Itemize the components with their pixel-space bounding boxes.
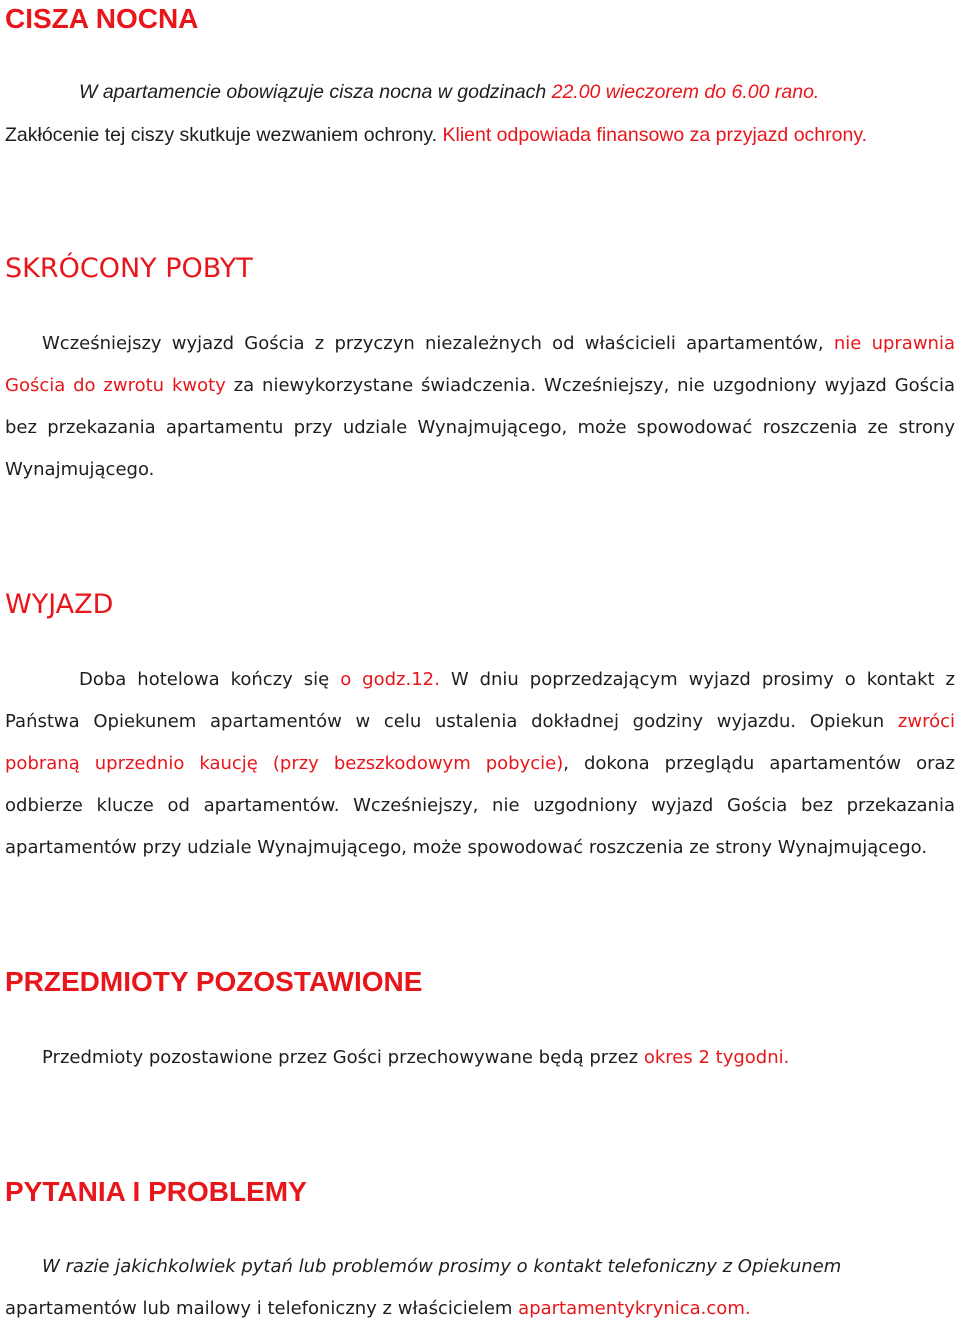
short-stay-text-1-tail: za niewykorzystane świadczenia.: [225, 375, 545, 396]
departure-text-2: Opiekun: [809, 711, 898, 732]
short-stay-refund-highlight: nie uprawnia Gościa do zwrotu kwoty: [5, 333, 955, 396]
short-stay-text-1: Wcześniejszy wyjazd Gościa z przyczyn niezależnych od właścicieli apartamentów,: [42, 333, 834, 354]
departure-text-3: Wcześniejszy, nie uzgodniony wyjazd Gościa bez przekazania apartamentów przy udziale Wynajmującego, może spowodować roszczenia ze strony Wynajmującego.: [5, 795, 955, 858]
paragraph-left-items: [5, 1037, 955, 1078]
departure-text-2-tail: , dokona przeglądu apartamentów oraz odbierze klucze od apartamentów.: [5, 753, 955, 816]
short-stay-text-2: Wcześniejszy, nie uzgodniony wyjazd Gościa bez przekazania apartamentu przy udziale Wynajmującego, może spowodować roszczenia ze strony Wynajmującego.: [5, 375, 955, 480]
departure-deposit-highlight: zwróci pobraną uprzednio kaucję (przy bezszkodowym pobycie): [5, 711, 956, 774]
quiet-hours-cost-highlight: Klient odpowiada finansowo za przyjazd ochrony.: [442, 124, 868, 146]
heading-departure: WYJAZD: [5, 589, 114, 620]
heading-short-stay: SKRÓCONY POBYT: [5, 253, 253, 284]
heading-left-items: PRZEDMIOTY POZOSTAWIONE: [5, 966, 423, 997]
quiet-hours-hours-highlight: 22.00 wieczorem do 6.00 rano.: [551, 81, 820, 103]
quiet-hours-text-1: W apartamencie obowiązuje cisza nocna w godzinach: [79, 81, 552, 103]
paragraph-short-stay: [5, 323, 955, 491]
left-items-text: Przedmioty pozostawione przez Gości przechowywane będą przez: [42, 1047, 644, 1068]
departure-text-1-tail: W dniu poprzedzającym wyjazd prosimy o kontakt z Państwa Opiekunem apartamentów w celu ustalenia dokładnej godziny wyjazdu.: [5, 669, 955, 732]
questions-text-1: W razie jakichkolwiek pytań lub problemów prosimy o kontakt telefoniczny z Opiekunem: [42, 1256, 842, 1277]
left-items-period-highlight: okres 2 tygodni.: [643, 1047, 790, 1068]
heading-quiet-hours: CISZA NOCNA: [5, 3, 199, 34]
departure-time-highlight: o godz.12.: [340, 669, 440, 690]
questions-text-2: apartamentów lub mailowy i telefoniczny z właścicielem: [5, 1298, 519, 1319]
paragraph-quiet-hours: [5, 71, 955, 157]
quiet-hours-text-2: Zakłócenie tej ciszy skutkuje wezwaniem ochrony.: [5, 124, 443, 146]
departure-text-1: Doba hotelowa kończy się: [79, 669, 341, 690]
paragraph-departure: [5, 659, 955, 869]
paragraph-questions: [5, 1246, 955, 1330]
heading-questions: PYTANIA I PROBLEMY: [5, 1176, 307, 1207]
website-link[interactable]: apartamentykrynica.com.: [518, 1298, 751, 1319]
